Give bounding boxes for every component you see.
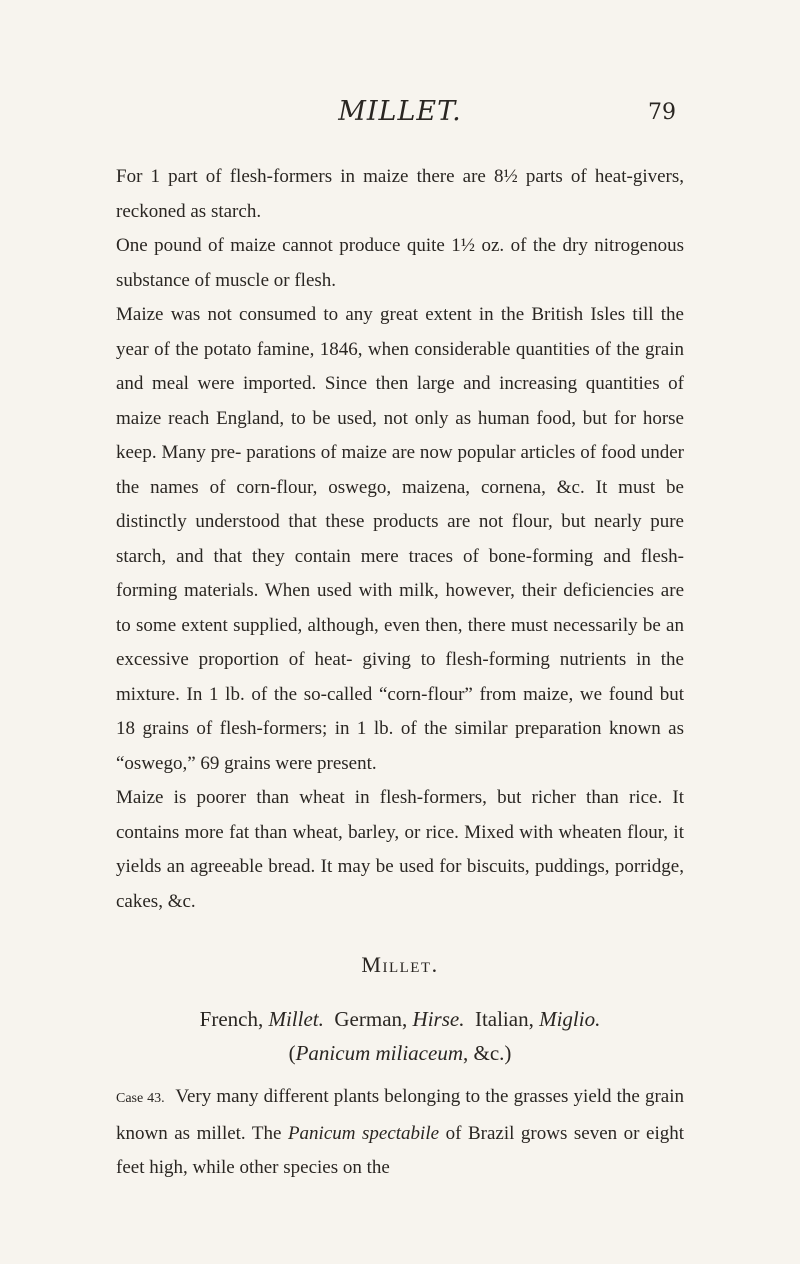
case-species: Panicum spectabile — [287, 1122, 440, 1144]
italian-label: Italian, — [474, 1007, 534, 1031]
latin-name-line — [0, 1036, 800, 1070]
names-block — [0, 1002, 800, 1070]
latin-open: ( — [288, 1041, 296, 1065]
running-title: MILLET. — [338, 96, 462, 127]
german-name: Hirse. — [412, 1007, 465, 1031]
case-text-before: Very many different plants belonging to the grasses yield the grain known as millet. The — [116, 1086, 684, 1144]
italian-name: Miglio. — [539, 1007, 601, 1031]
page-number: 79 — [648, 100, 676, 125]
german-label: German, — [334, 1007, 408, 1031]
case-paragraph — [116, 1080, 684, 1186]
paragraph-2: One pound of maize cannot produce quite 1½ oz. of the dry nitrogenous substance of muscle or flesh. — [116, 235, 684, 291]
language-names-line — [0, 1002, 800, 1036]
running-head — [0, 96, 800, 136]
paragraph-4: Maize is poorer than wheat in flesh-formers, but richer than rice. It contains more fat than wheat, barley, or rice. Mixed with wheaten flour, it yields an agreeable bread. It may be used for biscuits, puddings, porridge, cakes, &c. — [116, 787, 684, 912]
latin-name: Panicum miliaceum — [295, 1041, 463, 1065]
body-text — [116, 160, 684, 919]
case-text-after: of Brazil grows seven or eight feet high, while other species on the — [116, 1122, 685, 1178]
paragraph-3: Maize was not consumed to any great extent in the British Isles till the year of the potato famine, 1846, when considerable quantities of the grain and meal were imported. Since then large and increasing quantities of maize reach England, to be used, not only as human food, but for horse keep. Many pre- parations of maize are now popular articles of food under the names of corn-flour, oswego, maizena, cornena, &c. It must be distinctly understood that these products are not flour, but nearly pure starch, and that they contain mere traces of bone-forming and flesh-forming materials. When used with milk, however, their deficiencies are to some extent supplied, although, even then, there must necessarily be an excessive proportion of heat- giving to flesh-forming nutrients in the mixture. In 1 lb. of the so-called “corn-flour” from maize, we found but 18 grains of flesh-formers; in 1 lb. of the similar preparation known as “oswego,” 69 grains were present. — [116, 304, 684, 774]
french-label: French, — [199, 1007, 264, 1031]
latin-rest: , &c.) — [462, 1041, 512, 1065]
french-name: Millet. — [268, 1007, 324, 1031]
case-label: Case 43. — [116, 1091, 165, 1106]
paragraph-1: For 1 part of flesh-formers in maize there are 8½ parts of heat-givers, reckoned as starch. — [116, 166, 684, 222]
section-heading: Millet. — [361, 952, 439, 977]
